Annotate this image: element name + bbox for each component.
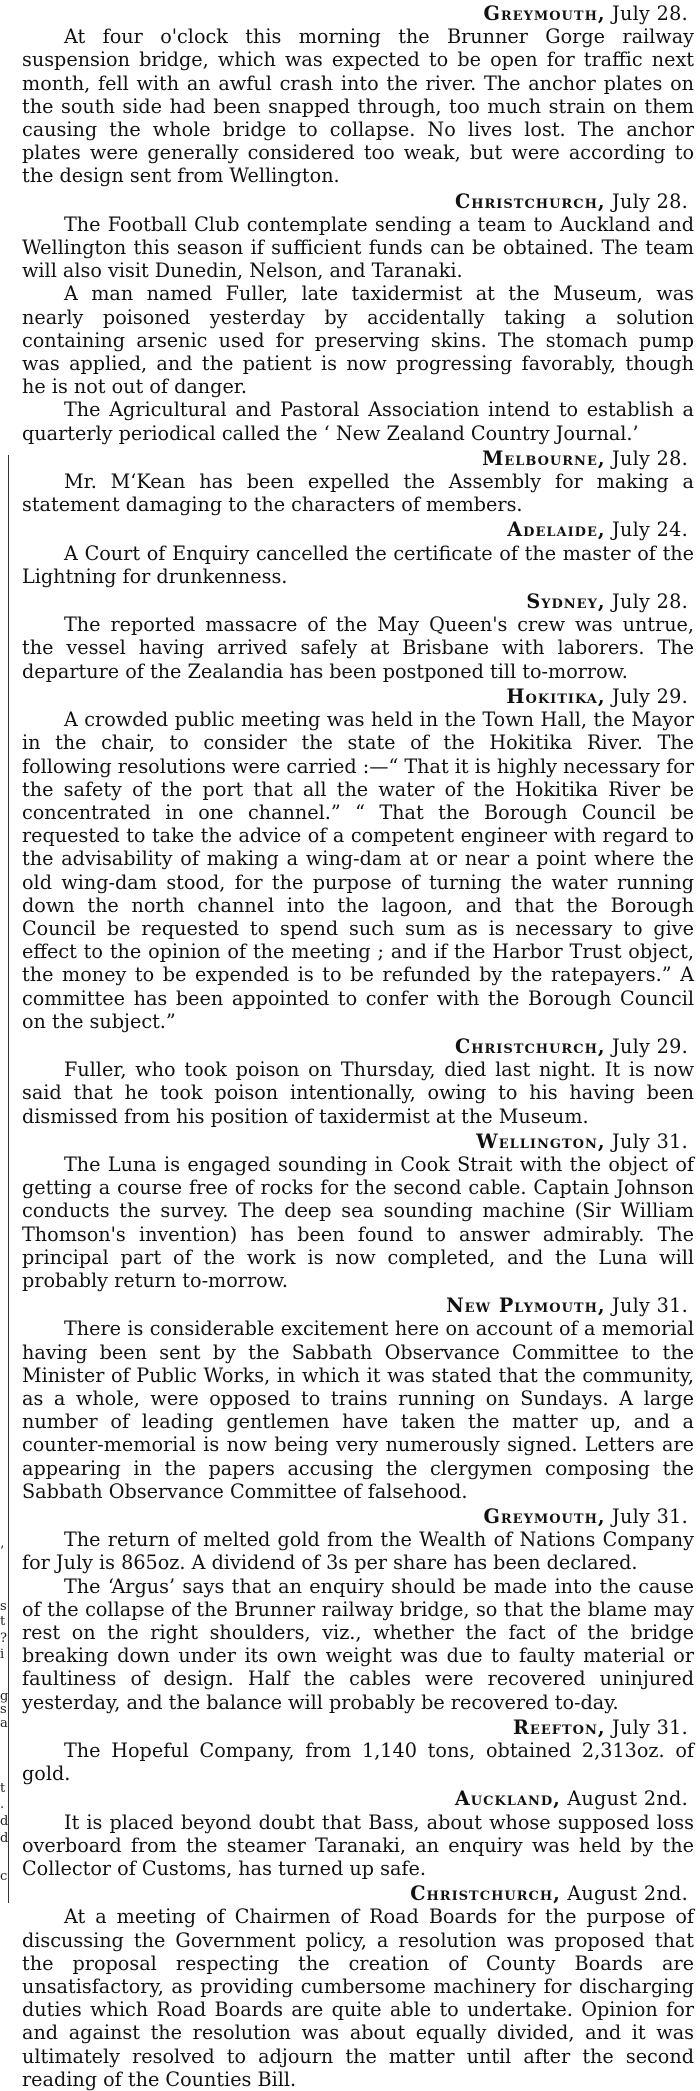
dispatch xyxy=(22,190,694,445)
dateline xyxy=(22,685,688,708)
dateline-date: July 29. xyxy=(611,684,688,708)
dateline xyxy=(22,447,688,470)
column-rule xyxy=(8,455,9,1903)
dateline-date: July 31. xyxy=(611,1294,688,1318)
dateline xyxy=(22,1787,688,1810)
dateline xyxy=(22,590,688,613)
dispatch xyxy=(22,685,694,1033)
dispatch xyxy=(22,590,694,683)
dateline xyxy=(22,1716,688,1739)
dateline-place: Adelaide, xyxy=(507,518,606,542)
margin-fragment: d xyxy=(0,1831,9,1846)
dateline-date: July 24. xyxy=(611,518,688,542)
dispatch-paragraph: The Agricultural and Pastoral Association intend to establish a quarterly periodical called the ‘ New Zealand Country Journal.’ xyxy=(22,398,694,445)
dispatch xyxy=(22,2,694,188)
dateline xyxy=(22,1035,688,1058)
dateline xyxy=(22,1505,688,1528)
dispatch-paragraph: A Court of Enquiry cancelled the certificate of the master of the Lightning for drunkenness. xyxy=(22,541,694,588)
dispatch-paragraph: The Hopeful Company, from 1,140 tons, obtained 2,313oz. of gold. xyxy=(22,1739,694,1786)
dispatch xyxy=(22,518,694,588)
dateline-date: July 28. xyxy=(611,2,688,25)
dispatch xyxy=(22,1130,694,1292)
dateline-date: July 31. xyxy=(611,1505,688,1528)
dispatch xyxy=(22,1882,694,2091)
dispatch xyxy=(22,1294,694,1503)
dispatch xyxy=(22,1035,694,1128)
dateline-date: August 2nd. xyxy=(567,1787,688,1811)
dispatch xyxy=(22,1716,694,1786)
dateline-place: Christchurch, xyxy=(454,189,606,213)
margin-fragment: i xyxy=(0,1647,5,1662)
margin-fragment: s xyxy=(0,1599,7,1614)
dispatch-paragraph: There is considerable excitement here on account of a memorial having been sent by the Sabbath Observance Committee to the Minister of Public Works, in which it was stated that the community, as a whole, were opposed to trains running on Sundays. A large number of leading gentlemen have taken the matter up, and a counter-memorial is now being very numerously signed. Letters are appearing in the papers accusing the clergymen composing the Sabbath Observance Committee of falsehood. xyxy=(22,1317,694,1503)
dateline xyxy=(22,1882,688,1905)
news-column xyxy=(22,0,694,2091)
margin-fragment: g xyxy=(0,1689,9,1704)
dateline-place: Christchurch, xyxy=(410,1882,561,1906)
dateline-date: July 31. xyxy=(611,1129,688,1153)
dateline-place: Auckland, xyxy=(454,1787,561,1811)
dispatch-paragraph: The reported massacre of the May Queen's crew was untrue, the vessel having arrived safely at Brisbane with laborers. The departure of the Zealandia has been postponed till to-morrow. xyxy=(22,613,694,683)
margin-fragment: a xyxy=(0,1716,8,1731)
margin-fragment: d xyxy=(0,1814,9,1829)
dateline-date: July 28. xyxy=(611,446,688,470)
dateline-place: Reefton, xyxy=(512,1715,606,1739)
dispatch-paragraph: A man named Fuller, late taxidermist at the Museum, was nearly poisoned yesterday by accidentally taking a solution containing arsenic used for preserving skins. The stomach pump was applied, and the patient is now progressing favorably, though he is not out of danger. xyxy=(22,282,694,399)
dateline xyxy=(22,518,688,541)
dateline-place: Wellington, xyxy=(476,1129,606,1153)
dateline-place: Greymouth, xyxy=(483,2,606,25)
dateline-place: Hokitika, xyxy=(506,684,606,708)
dateline xyxy=(22,1294,688,1317)
dateline-place: Sydney, xyxy=(526,590,606,614)
margin-fragment: ’ xyxy=(0,1544,5,1559)
margin-fragment: ? xyxy=(0,1631,7,1646)
dispatch xyxy=(22,1505,694,1714)
dispatch-paragraph: Mr. M‘Kean has been expelled the Assembly for making a statement damaging to the characters of members. xyxy=(22,470,694,517)
margin-fragment: c xyxy=(0,1869,8,1884)
dateline-date: July 28. xyxy=(611,590,688,614)
dispatch-paragraph: The ‘Argus’ says that an enquiry should be made into the cause of the collapse of the Brunner railway bridge, so that the blame may rest on the right shoulders, viz., whether the fact of the bridge breaking down under its own weight was due to faulty material or faultiness of design. Half the cables were recovered uninjured yesterday, and the balance will probably be recovered to-day. xyxy=(22,1574,694,1714)
dateline xyxy=(22,2,688,25)
margin-fragment: t xyxy=(0,1614,6,1629)
dispatch xyxy=(22,447,694,517)
dateline-date: July 28. xyxy=(611,189,688,213)
dateline-date: July 31. xyxy=(611,1715,688,1739)
dateline-place: Melbourne, xyxy=(482,446,606,470)
dispatch-paragraph: The Luna is engaged sounding in Cook Strait with the object of getting a course free of rocks for the second cable. Captain Johnson conducts the survey. The deep sea sounding machine (Sir William Thomson's invention) has been found to answer admirably. The principal part of the work is now completed, and the Luna will probably return to-morrow. xyxy=(22,1152,694,1292)
dateline-date: August 2nd. xyxy=(567,1882,688,1906)
dispatch-paragraph: Fuller, who took poison on Thursday, died last night. It is now said that he took poison intentionally, owing to his having been dismissed from his position of taxidermist at the Museum. xyxy=(22,1058,694,1128)
dispatch-paragraph: It is placed beyond doubt that Bass, about whose supposed loss overboard from the steamer Taranaki, an enquiry was held by the Collector of Customs, has turned up safe. xyxy=(22,1810,694,1881)
dispatch-paragraph: At four o'clock this morning the Brunner Gorge railway suspension bridge, which was expected to be open for traffic next month, fell with an awful crash into the river. The anchor plates on the south side had been snapped through, too much strain on them causing the whole bridge to collapse. No lives lost. The anchor plates were generally considered too weak, but were according to the design sent from Wellington. xyxy=(22,25,694,188)
margin-fragment: . xyxy=(0,1797,5,1812)
dateline-date: July 29. xyxy=(611,1034,688,1058)
dateline-place: Greymouth, xyxy=(483,1505,606,1528)
dateline-place: Christchurch, xyxy=(454,1034,606,1058)
dispatch xyxy=(22,1787,694,1880)
dispatch-paragraph: The return of melted gold from the Wealth of Nations Company for July is 865oz. A dividend of 3s per share has been declared. xyxy=(22,1528,694,1575)
margin-fragment: t xyxy=(0,1781,6,1796)
dispatch-paragraph: The Football Club contemplate sending a team to Auckland and Wellington this season if sufficient funds can be obtained. The team will also visit Dunedin, Nelson, and Taranaki. xyxy=(22,212,694,283)
dispatch-paragraph: At a meeting of Chairmen of Road Boards for the purpose of discussing the Government policy, a resolution was proposed that the proposal respecting the creation of County Boards are unsatisfactory, as providing cumbersome machinery for discharging duties which Road Boards are quite able to undertake. Opinion for and against the resolution was about equally divided, and it was ultimately resolved to adjourn the matter until after the second reading of the Counties Bill. xyxy=(22,1905,694,2091)
dateline-place: New Plymouth, xyxy=(446,1294,606,1318)
dateline xyxy=(22,1130,688,1153)
dispatch-paragraph: A crowded public meeting was held in the Town Hall, the Mayor in the chair, to consider the state of the Hokitika River. The following resolutions were carried :—“ That it is highly necessary for the safety of the port that all the water of the Hokitika River be concentrated in one channel.” “ That the Borough Council be requested to take the advice of a competent engineer with regard to the advisability of making a wing-dam at or near a point where the old wing-dam stood, for the purpose of turning the water running down the north channel into the lagoon, and that the Borough Council be requested to spend such sum as is necessary to give effect to the opinion of the meeting ; and if the Harbor Trust object, the money to be expended is to be refunded by the ratepayers.” A committee has been appointed to confer with the Borough Council on the subject.” xyxy=(22,708,694,1033)
margin-fragment: s xyxy=(0,1702,7,1717)
dateline xyxy=(22,190,688,213)
